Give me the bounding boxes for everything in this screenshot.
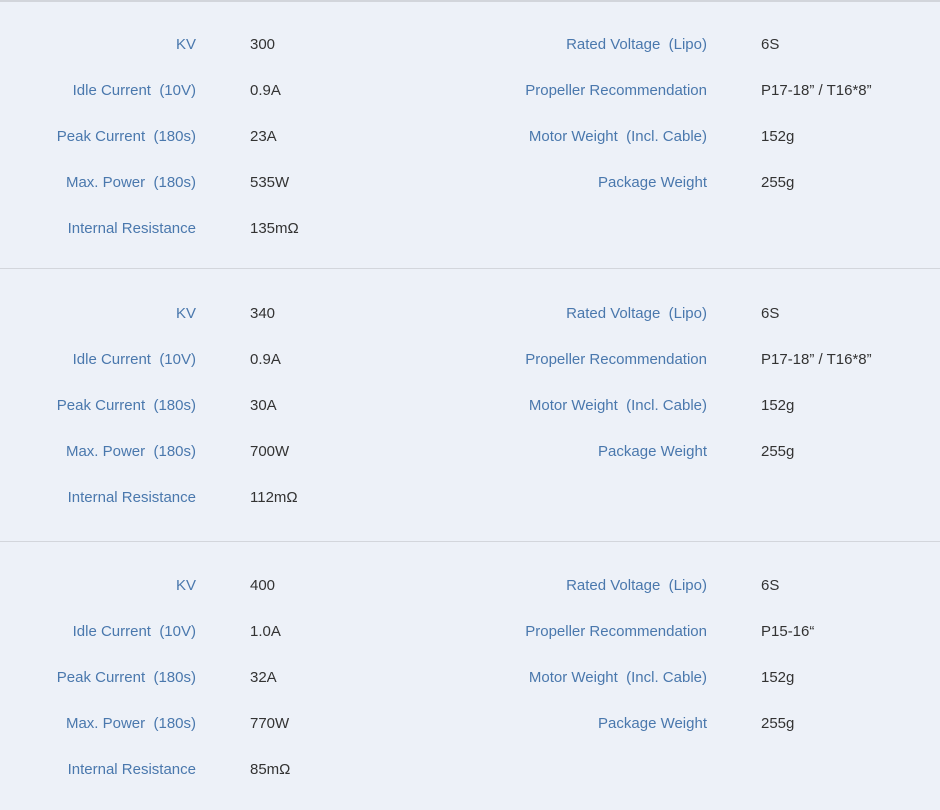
spec-value: 255g (761, 714, 795, 732)
spec-label: Internal Resistance (67, 488, 196, 506)
spec-section-kv300 (0, 2, 940, 268)
spec-label: Idle Current (10V) (72, 350, 196, 368)
empty-cell (734, 474, 940, 520)
spec-label: Peak Current (180s) (56, 127, 196, 145)
spec-value: 6S (761, 304, 780, 322)
spec-value-cell (734, 159, 940, 205)
spec-value: 535W (250, 173, 290, 191)
spec-value: 152g (761, 396, 795, 414)
spec-label: Peak Current (180s) (56, 668, 196, 686)
spec-label-cell (0, 474, 223, 520)
spec-label: Max. Power (180s) (65, 714, 196, 732)
spec-value-cell (223, 382, 470, 428)
spec-value-cell (734, 67, 940, 113)
spec-label-cell (0, 21, 223, 67)
spec-label: Max. Power (180s) (65, 173, 196, 191)
spec-section-kv400 (0, 541, 940, 810)
spec-value-cell (223, 67, 470, 113)
spec-label: Propeller Recommendation (525, 81, 707, 99)
spec-grid (0, 290, 940, 520)
spec-label: Peak Current (180s) (56, 396, 196, 414)
spec-label-cell (470, 700, 734, 746)
spec-value: 30A (250, 396, 277, 414)
spec-label-cell (0, 608, 223, 654)
spec-label-cell (0, 700, 223, 746)
spec-value: 32A (250, 668, 277, 686)
spec-label-cell (470, 562, 734, 608)
spec-label: Motor Weight (Incl. Cable) (528, 396, 707, 414)
spec-value-cell (223, 205, 470, 251)
spec-value: 85mΩ (250, 760, 291, 778)
spec-label: KV (175, 35, 196, 53)
spec-label-cell (0, 67, 223, 113)
spec-value: 770W (250, 714, 290, 732)
spec-label-cell (0, 428, 223, 474)
spec-section-kv340 (0, 268, 940, 541)
spec-label: Idle Current (10V) (72, 622, 196, 640)
spec-value: 255g (761, 442, 795, 460)
spec-value: P17-18” / T16*8” (761, 81, 872, 99)
spec-label: Propeller Recommendation (525, 622, 707, 640)
spec-value-cell (223, 336, 470, 382)
spec-label: Motor Weight (Incl. Cable) (528, 127, 707, 145)
spec-value: 1.0A (250, 622, 281, 640)
spec-value-cell (734, 654, 940, 700)
spec-value-cell (223, 608, 470, 654)
spec-value-cell (223, 113, 470, 159)
spec-value-cell (223, 654, 470, 700)
spec-label: Package Weight (598, 714, 707, 732)
spec-value: 255g (761, 173, 795, 191)
spec-value: 6S (761, 35, 780, 53)
spec-value: 0.9A (250, 350, 281, 368)
spec-value-cell (223, 562, 470, 608)
spec-label: Idle Current (10V) (72, 81, 196, 99)
spec-label: Motor Weight (Incl. Cable) (528, 668, 707, 686)
spec-label-cell (0, 113, 223, 159)
spec-value-cell (734, 428, 940, 474)
spec-label-cell (470, 428, 734, 474)
spec-label-cell (0, 290, 223, 336)
spec-value: 340 (250, 304, 276, 322)
empty-cell (734, 746, 940, 792)
spec-value-cell (734, 608, 940, 654)
spec-label: Package Weight (598, 442, 707, 460)
spec-label: Max. Power (180s) (65, 442, 196, 460)
spec-label-cell (470, 654, 734, 700)
spec-label-cell (470, 159, 734, 205)
spec-value-cell (223, 159, 470, 205)
spec-label-cell (0, 746, 223, 792)
spec-label: Internal Resistance (67, 760, 196, 778)
spec-grid (0, 562, 940, 792)
spec-value-cell (734, 382, 940, 428)
spec-value-cell (223, 746, 470, 792)
spec-label-cell (0, 159, 223, 205)
spec-label-cell (0, 205, 223, 251)
spec-value-cell (734, 290, 940, 336)
spec-value: 112mΩ (250, 488, 298, 506)
empty-cell (470, 746, 734, 792)
spec-label-cell (470, 21, 734, 67)
motor-spec-page (0, 2, 940, 810)
spec-label: Package Weight (598, 173, 707, 191)
spec-value: P15-16“ (761, 622, 815, 640)
empty-cell (470, 474, 734, 520)
spec-label-cell (470, 290, 734, 336)
spec-label: Propeller Recommendation (525, 350, 707, 368)
spec-value: 700W (250, 442, 290, 460)
spec-label-cell (470, 336, 734, 382)
spec-label-cell (0, 382, 223, 428)
spec-value: 400 (250, 576, 276, 594)
spec-value-cell (223, 428, 470, 474)
spec-value-cell (734, 336, 940, 382)
spec-label: KV (175, 304, 196, 322)
spec-label: Rated Voltage (Lipo) (566, 35, 707, 53)
empty-cell (734, 205, 940, 251)
spec-label-cell (470, 67, 734, 113)
spec-label-cell (0, 336, 223, 382)
spec-label-cell (470, 608, 734, 654)
spec-value: 135mΩ (250, 219, 299, 237)
spec-label: KV (175, 576, 196, 594)
spec-grid (0, 21, 940, 251)
spec-label-cell (470, 382, 734, 428)
empty-cell (470, 205, 734, 251)
spec-value-cell (223, 21, 470, 67)
spec-value-cell (223, 290, 470, 336)
spec-value-cell (734, 21, 940, 67)
spec-value-cell (734, 562, 940, 608)
spec-value: 152g (761, 127, 795, 145)
spec-label-cell (0, 654, 223, 700)
spec-value-cell (734, 700, 940, 746)
spec-value-cell (223, 474, 470, 520)
spec-value-cell (734, 113, 940, 159)
spec-value: 23A (250, 127, 277, 145)
spec-value: 6S (761, 576, 780, 594)
spec-label: Rated Voltage (Lipo) (566, 576, 707, 594)
spec-value-cell (223, 700, 470, 746)
spec-label: Internal Resistance (67, 219, 196, 237)
spec-label-cell (470, 113, 734, 159)
spec-value: 0.9A (250, 81, 281, 99)
spec-value: P17-18” / T16*8” (761, 350, 872, 368)
spec-label-cell (0, 562, 223, 608)
spec-label: Rated Voltage (Lipo) (566, 304, 707, 322)
spec-value: 152g (761, 668, 795, 686)
spec-value: 300 (250, 35, 276, 53)
